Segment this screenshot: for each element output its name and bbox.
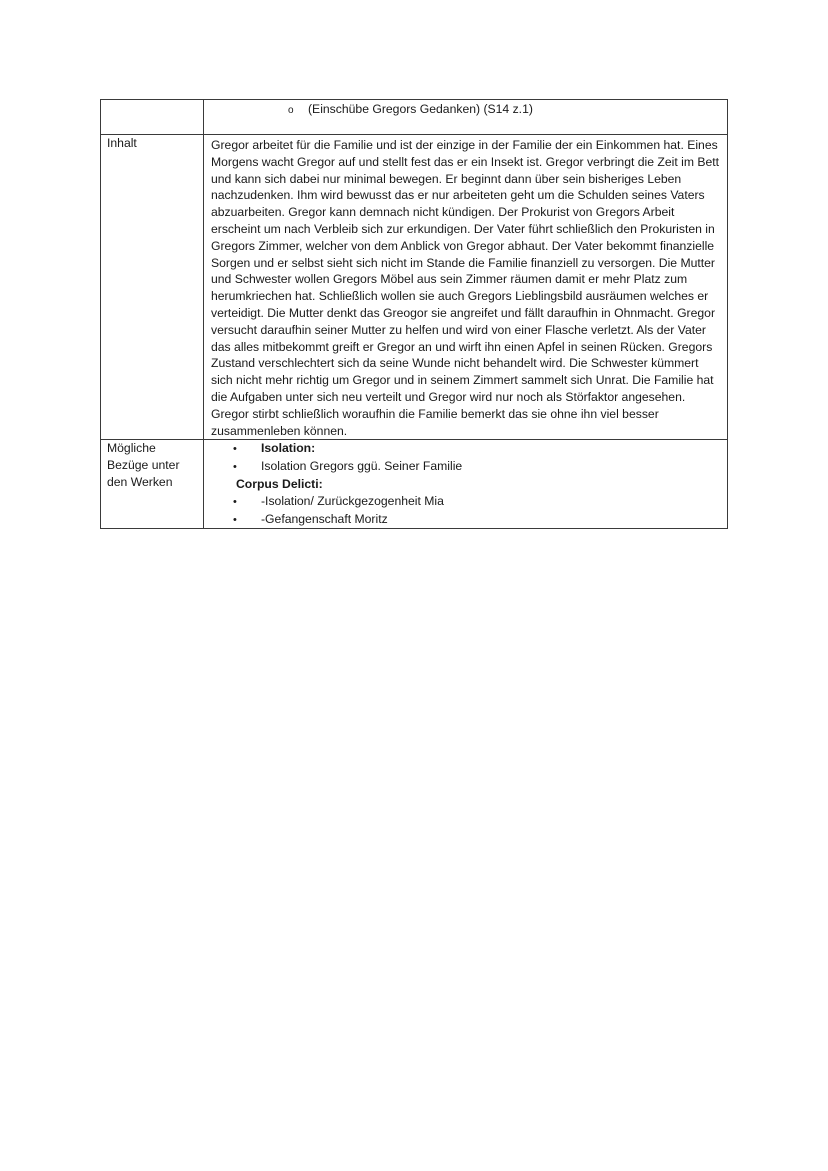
corpus-delicti-heading: Corpus Delicti: [236,476,323,491]
document-table [100,99,728,529]
list-item-text: -Isolation/ Zurückgezogenheit Mia [261,493,444,508]
bullet-icon: • [233,495,237,508]
table-row-continuation [101,100,728,135]
list-item [233,440,721,458]
row-content-continuation [204,100,728,135]
row-label-bezuege: Mögliche Bezüge unter den Werken [101,440,204,529]
list-item [233,511,721,529]
row-content-bezuege [204,440,728,529]
inhalt-paragraph: Gregor arbeitet für die Familie und ist der einzige in der Familie der ein Einkommen hat. Eines Morgens wacht Gregor auf und stellt fest das er ein Insekt ist. Gregor verbringt die Zeit im Bett und kann sich dabei nur minimal bewegen. Er beginnt dann über sein bisheriges Leben nachzudenken. Ihm wird bewusst das er nur arbeiteten geht um die Schulden seines Vaters abzuarbeiten. Gregor kann demnach nicht kündigen. Der Prokurist von Gregors Arbeit erscheint um nach Verbleib sich zur erkundigen. Der Vater führt schließlich den Prokuristen in Gregors Zimmer, welcher von dem Anblick von Gregor abhaut. Der Vater bekommt finanzielle Sorgen und er selbst sieht sich nicht im Stande die Familie finanziell zu versorgen. Die Mutter und Schwester wollen Gregors Möbel aus sein Zimmer räumen damit er mehr Platz zum herumkriechen hat. Schließlich wollen sie auch Gregors Lieblingsbild ausräumen welches er verteidigt. Die Mutter denkt das Greogor sie angreifet und fällt daraufhin in Ohnmacht. Gregor versucht daraufhin seiner Mutter zu helfen und wird von einer Flasche verletzt. Als der Vater das alles mitbekommt greift er Gregor an und wirft ihn einen Apfel in seinen Rücken. Gregors Zustand verschlechtert sich da seine Wunde nicht behandelt wird. Die Schwester kümmert sich nicht mehr richtig um Gregor und in seinem Zimmert sammelt sich Unrat. Die Familie hat die Aufgaben unter sich neu verteilt und Gregor wird nur noch als Störfaktor angesehen. Gregor stirbt schließlich woraufhin die Familie bemerkt das sie ohne ihn viel besser zusammenleben können. [211,138,720,438]
bullet-icon: • [233,513,237,526]
bullet-icon: • [233,461,237,474]
row-label-empty [101,100,204,135]
row-label-inhalt: Inhalt [101,135,204,440]
list-item-text: Isolation Gregors ggü. Seiner Familie [261,459,463,474]
list-item-text: Isolation: [261,441,316,456]
bullet-icon: • [233,443,237,456]
list-item [233,493,721,511]
table-row-inhalt [101,135,728,440]
row-content-inhalt [204,135,728,440]
sub-list-item [288,101,721,120]
list-item [233,458,721,476]
sub-list-item-text: (Einschübe Gregors Gedanken) (S14 z.1) [308,102,533,116]
circle-bullet-icon: o [288,105,294,116]
table-row-bezuege [101,440,728,529]
list-item-text: -Gefangenschaft Moritz [261,511,388,526]
